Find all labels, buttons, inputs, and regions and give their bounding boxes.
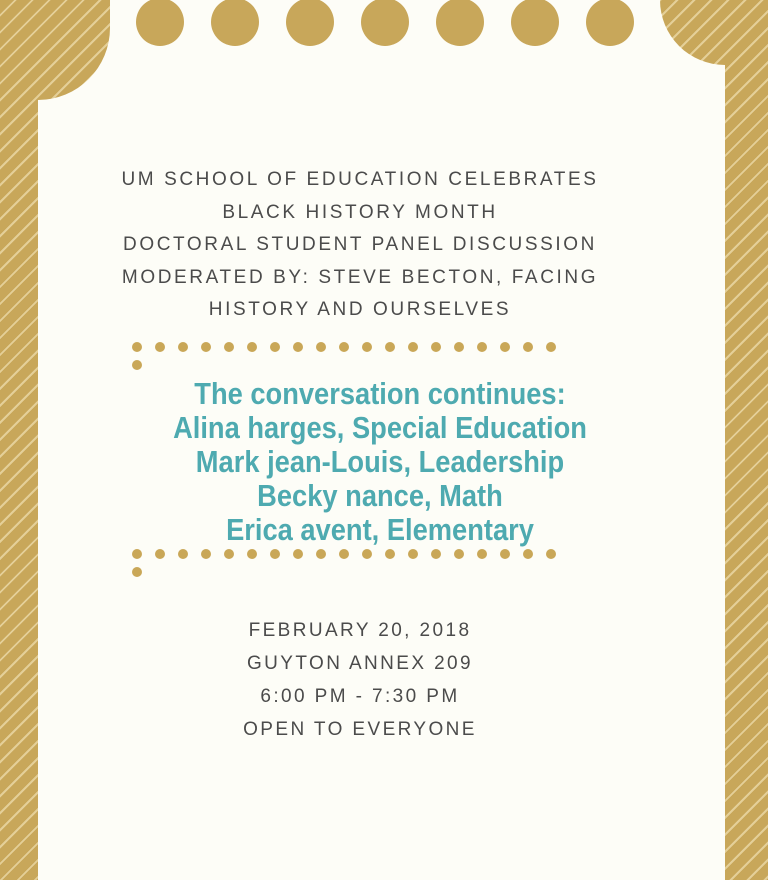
scallop-notch	[361, 0, 409, 46]
divider-dot	[132, 360, 142, 370]
divider-dot	[201, 342, 211, 352]
divider-dot	[132, 549, 142, 559]
event-audience: OPEN TO EVERYONE	[243, 719, 477, 740]
divider-dot	[339, 342, 349, 352]
divider-dot	[477, 342, 487, 352]
dotted-divider-top	[132, 342, 588, 358]
dotted-divider-bottom	[132, 549, 588, 565]
divider-dot	[224, 549, 234, 559]
divider-dot	[316, 342, 326, 352]
divider-dot	[523, 549, 533, 559]
divider-dot	[155, 549, 165, 559]
scallop-notch	[286, 0, 334, 46]
panelist: Mark jean-Louis, Leadership	[195, 444, 565, 479]
divider-dot	[247, 342, 257, 352]
divider-dot	[523, 342, 533, 352]
divider-dot	[385, 549, 395, 559]
panelist: Alina harges, Special Education	[173, 410, 587, 445]
divider-dot	[293, 342, 303, 352]
divider-dot	[155, 342, 165, 352]
divider-dot	[500, 549, 510, 559]
divider-dot	[546, 549, 556, 559]
divider-dot	[431, 342, 441, 352]
divider-dot	[408, 549, 418, 559]
event-location: GUYTON ANNEX 209	[246, 653, 473, 674]
event-details	[160, 614, 560, 746]
divider-dot	[247, 549, 257, 559]
scallop-notch	[586, 0, 634, 46]
divider-dot	[132, 567, 142, 577]
divider-dot	[362, 342, 372, 352]
scallop-notch	[136, 0, 184, 46]
event-time: 6:00 PM - 7:30 PM	[260, 686, 460, 707]
scallop-notch	[211, 0, 259, 46]
event-date: FEBRUARY 20, 2018	[248, 620, 472, 641]
divider-dot	[270, 342, 280, 352]
header-line: HISTORY AND OURSELVES	[208, 299, 512, 320]
divider-dot	[293, 549, 303, 559]
divider-dot	[270, 549, 280, 559]
divider-dot	[477, 549, 487, 559]
scallop-notch	[511, 0, 559, 46]
divider-dot	[178, 549, 188, 559]
divider-dot	[454, 549, 464, 559]
divider-dot	[431, 549, 441, 559]
divider-dot	[546, 342, 556, 352]
divider-dot	[178, 342, 188, 352]
divider-dot	[385, 342, 395, 352]
divider-dot	[500, 342, 510, 352]
panel-title: The conversation continues:	[194, 376, 566, 411]
divider-dot	[408, 342, 418, 352]
divider-dot	[132, 342, 142, 352]
panel-section	[107, 377, 653, 547]
panelist: Erica avent, Elementary	[226, 512, 534, 547]
header-line: UM SCHOOL OF EDUCATION CELEBRATES	[121, 169, 599, 190]
header-line: DOCTORAL STUDENT PANEL DISCUSSION	[123, 234, 597, 255]
header-line: MODERATED BY: STEVE BECTON, FACING	[121, 266, 599, 288]
divider-dot	[224, 342, 234, 352]
divider-dot	[316, 549, 326, 559]
divider-dot	[454, 342, 464, 352]
divider-dot	[339, 549, 349, 559]
event-header	[60, 164, 660, 327]
divider-dot	[201, 549, 211, 559]
panelist: Becky nance, Math	[257, 478, 503, 513]
header-line: BLACK HISTORY MONTH	[222, 201, 498, 223]
scallop-notch	[436, 0, 484, 46]
divider-dot	[362, 549, 372, 559]
